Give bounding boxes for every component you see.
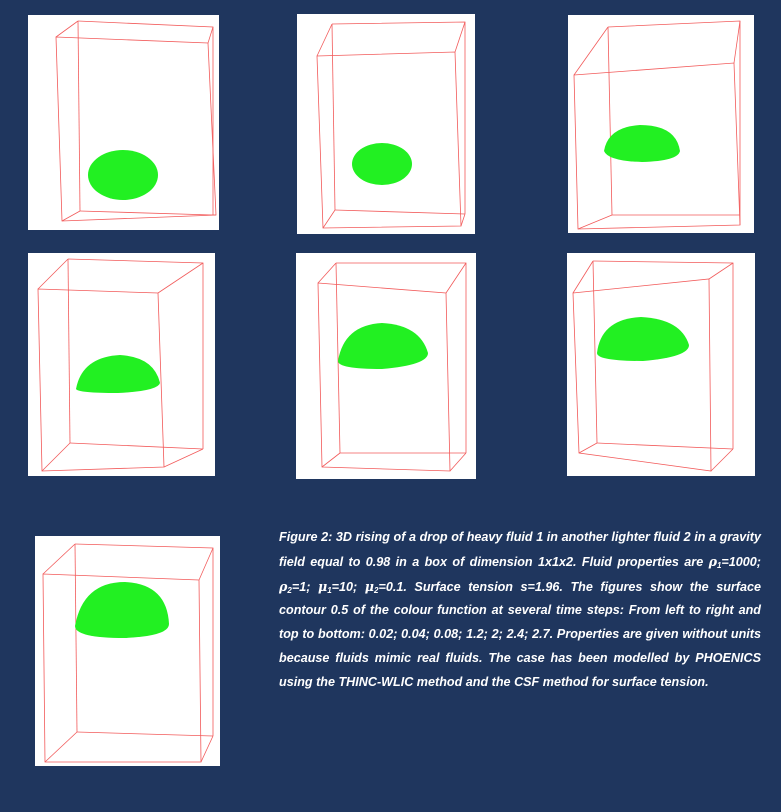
simulation-frame-7 [35, 536, 220, 766]
fluid-property-mu2: $\mu_2=0.1$. [364, 578, 407, 595]
drop-shape [338, 323, 428, 369]
drop-shape [352, 143, 412, 185]
caption-tail: Surface tension s=1.96. The figures show the surface contour 0.5 of the colour function at several time steps: From left to right and top to bottom: 0.02; 0.04; 0.08; 1.2; 2; 2.4; 2.7. Properties are given without units because fluids mimic real fluids. The case has been modelled by PHOENICS using the THINC-WLIC method and the CSF method for surface tension. [279, 579, 762, 689]
drop-shape [597, 317, 689, 361]
simulation-frame-1 [28, 15, 219, 230]
fluid-property-rho1: $\rho_1=1000$; [708, 553, 761, 570]
simulation-frame-5 [296, 253, 476, 479]
fluid-property-mu1: $\mu_1=10$; [317, 578, 358, 595]
simulation-frame-4 [28, 253, 215, 476]
simulation-frame-2 [297, 14, 475, 234]
caption-lead: Figure 2: 3D rising of a drop of heavy fluid 1 in another lighter fluid 2 in a gravity field equal to 0.98 in a box of dimension 1x1x2. Fluid properties are [279, 530, 761, 569]
drop-shape [76, 355, 160, 393]
simulation-frame-6 [567, 253, 755, 476]
drop-shape [604, 125, 680, 162]
figure-caption [279, 526, 761, 695]
simulation-frame-3 [568, 15, 754, 233]
drop-shape [88, 150, 158, 200]
drop-shape [75, 582, 169, 638]
fluid-property-rho2: $\rho_2=1$; [279, 578, 311, 595]
